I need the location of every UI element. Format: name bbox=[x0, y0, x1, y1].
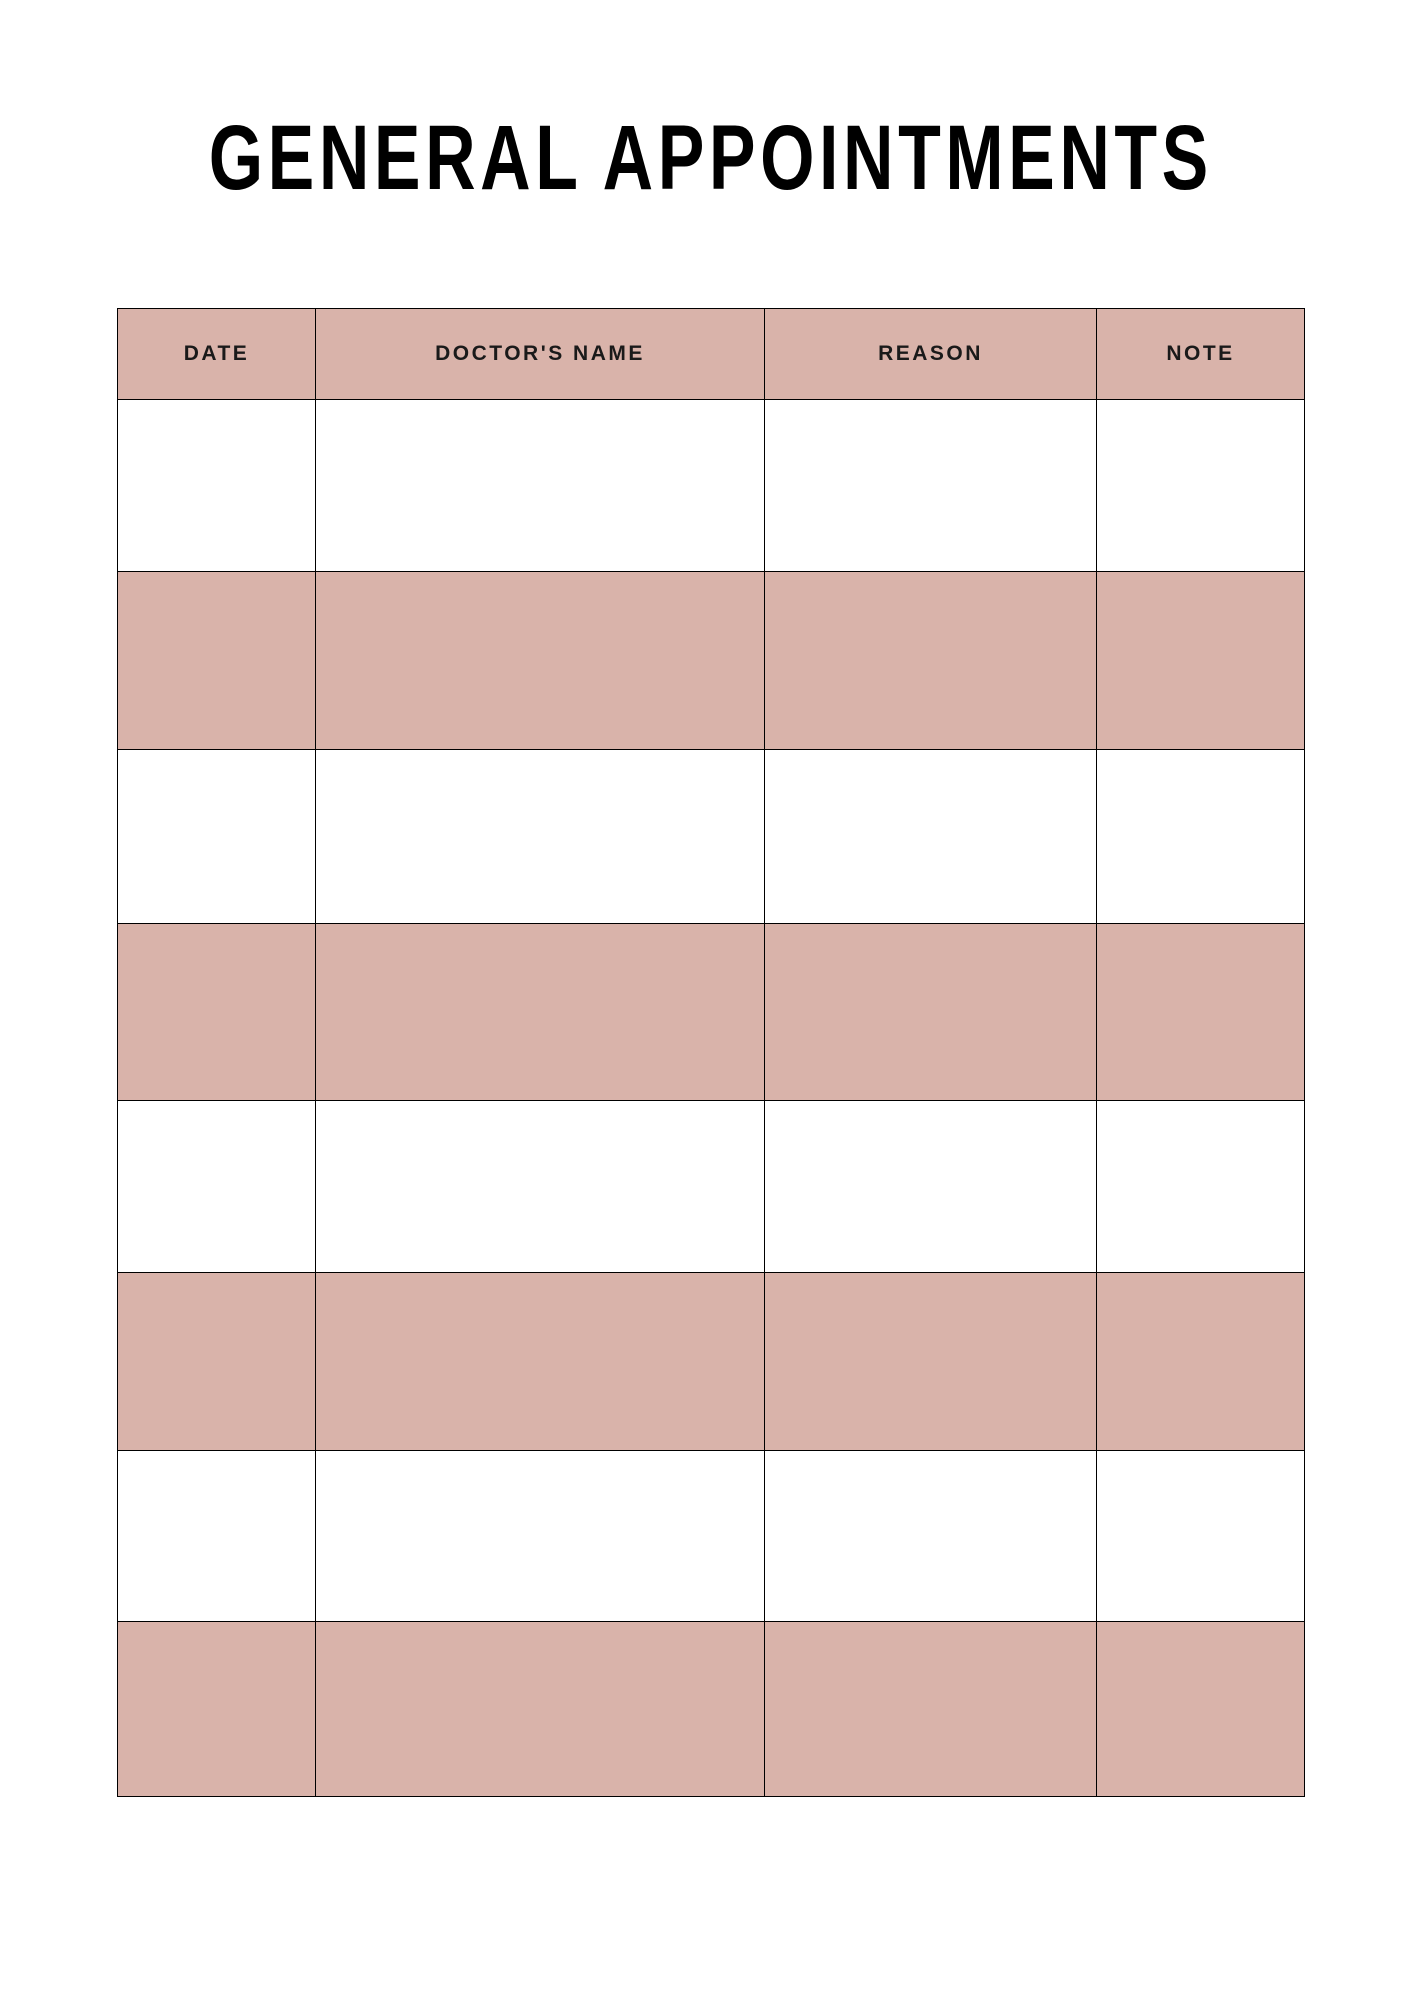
note-cell[interactable] bbox=[1097, 400, 1305, 572]
date-cell[interactable] bbox=[118, 1622, 316, 1797]
note-cell[interactable] bbox=[1097, 1101, 1305, 1273]
doctor-name-cell[interactable] bbox=[316, 924, 765, 1101]
doctor-name-cell[interactable] bbox=[316, 1451, 765, 1622]
date-cell[interactable] bbox=[118, 1101, 316, 1273]
date-cell[interactable] bbox=[118, 750, 316, 924]
doctor-name-cell[interactable] bbox=[316, 1273, 765, 1451]
doctor-name-cell[interactable] bbox=[316, 572, 765, 750]
column-header-doctors-name: DOCTOR'S NAME bbox=[316, 309, 765, 400]
note-cell[interactable] bbox=[1097, 572, 1305, 750]
table-row bbox=[118, 1451, 1305, 1622]
table-row bbox=[118, 400, 1305, 572]
table-row bbox=[118, 1622, 1305, 1797]
note-cell[interactable] bbox=[1097, 1273, 1305, 1451]
reason-cell[interactable] bbox=[765, 1451, 1097, 1622]
reason-cell[interactable] bbox=[765, 750, 1097, 924]
column-header-note: NOTE bbox=[1097, 309, 1305, 400]
table-row bbox=[118, 924, 1305, 1101]
appointments-table bbox=[117, 308, 1305, 1797]
note-cell[interactable] bbox=[1097, 750, 1305, 924]
reason-cell[interactable] bbox=[765, 1622, 1097, 1797]
date-cell[interactable] bbox=[118, 400, 316, 572]
note-cell[interactable] bbox=[1097, 1451, 1305, 1622]
column-header-date: DATE bbox=[118, 309, 316, 400]
page-title: GENERAL APPOINTMENTS bbox=[208, 107, 1213, 209]
date-cell[interactable] bbox=[118, 1451, 316, 1622]
table-row bbox=[118, 1101, 1305, 1273]
table-row bbox=[118, 1273, 1305, 1451]
note-cell[interactable] bbox=[1097, 924, 1305, 1101]
column-header-reason: REASON bbox=[765, 309, 1097, 400]
table-row bbox=[118, 572, 1305, 750]
reason-cell[interactable] bbox=[765, 1273, 1097, 1451]
doctor-name-cell[interactable] bbox=[316, 1101, 765, 1273]
reason-cell[interactable] bbox=[765, 1101, 1097, 1273]
table-row bbox=[118, 750, 1305, 924]
table-header-row bbox=[118, 309, 1305, 400]
date-cell[interactable] bbox=[118, 572, 316, 750]
reason-cell[interactable] bbox=[765, 924, 1097, 1101]
doctor-name-cell[interactable] bbox=[316, 750, 765, 924]
note-cell[interactable] bbox=[1097, 1622, 1305, 1797]
date-cell[interactable] bbox=[118, 924, 316, 1101]
reason-cell[interactable] bbox=[765, 572, 1097, 750]
doctor-name-cell[interactable] bbox=[316, 1622, 765, 1797]
reason-cell[interactable] bbox=[765, 400, 1097, 572]
date-cell[interactable] bbox=[118, 1273, 316, 1451]
doctor-name-cell[interactable] bbox=[316, 400, 765, 572]
